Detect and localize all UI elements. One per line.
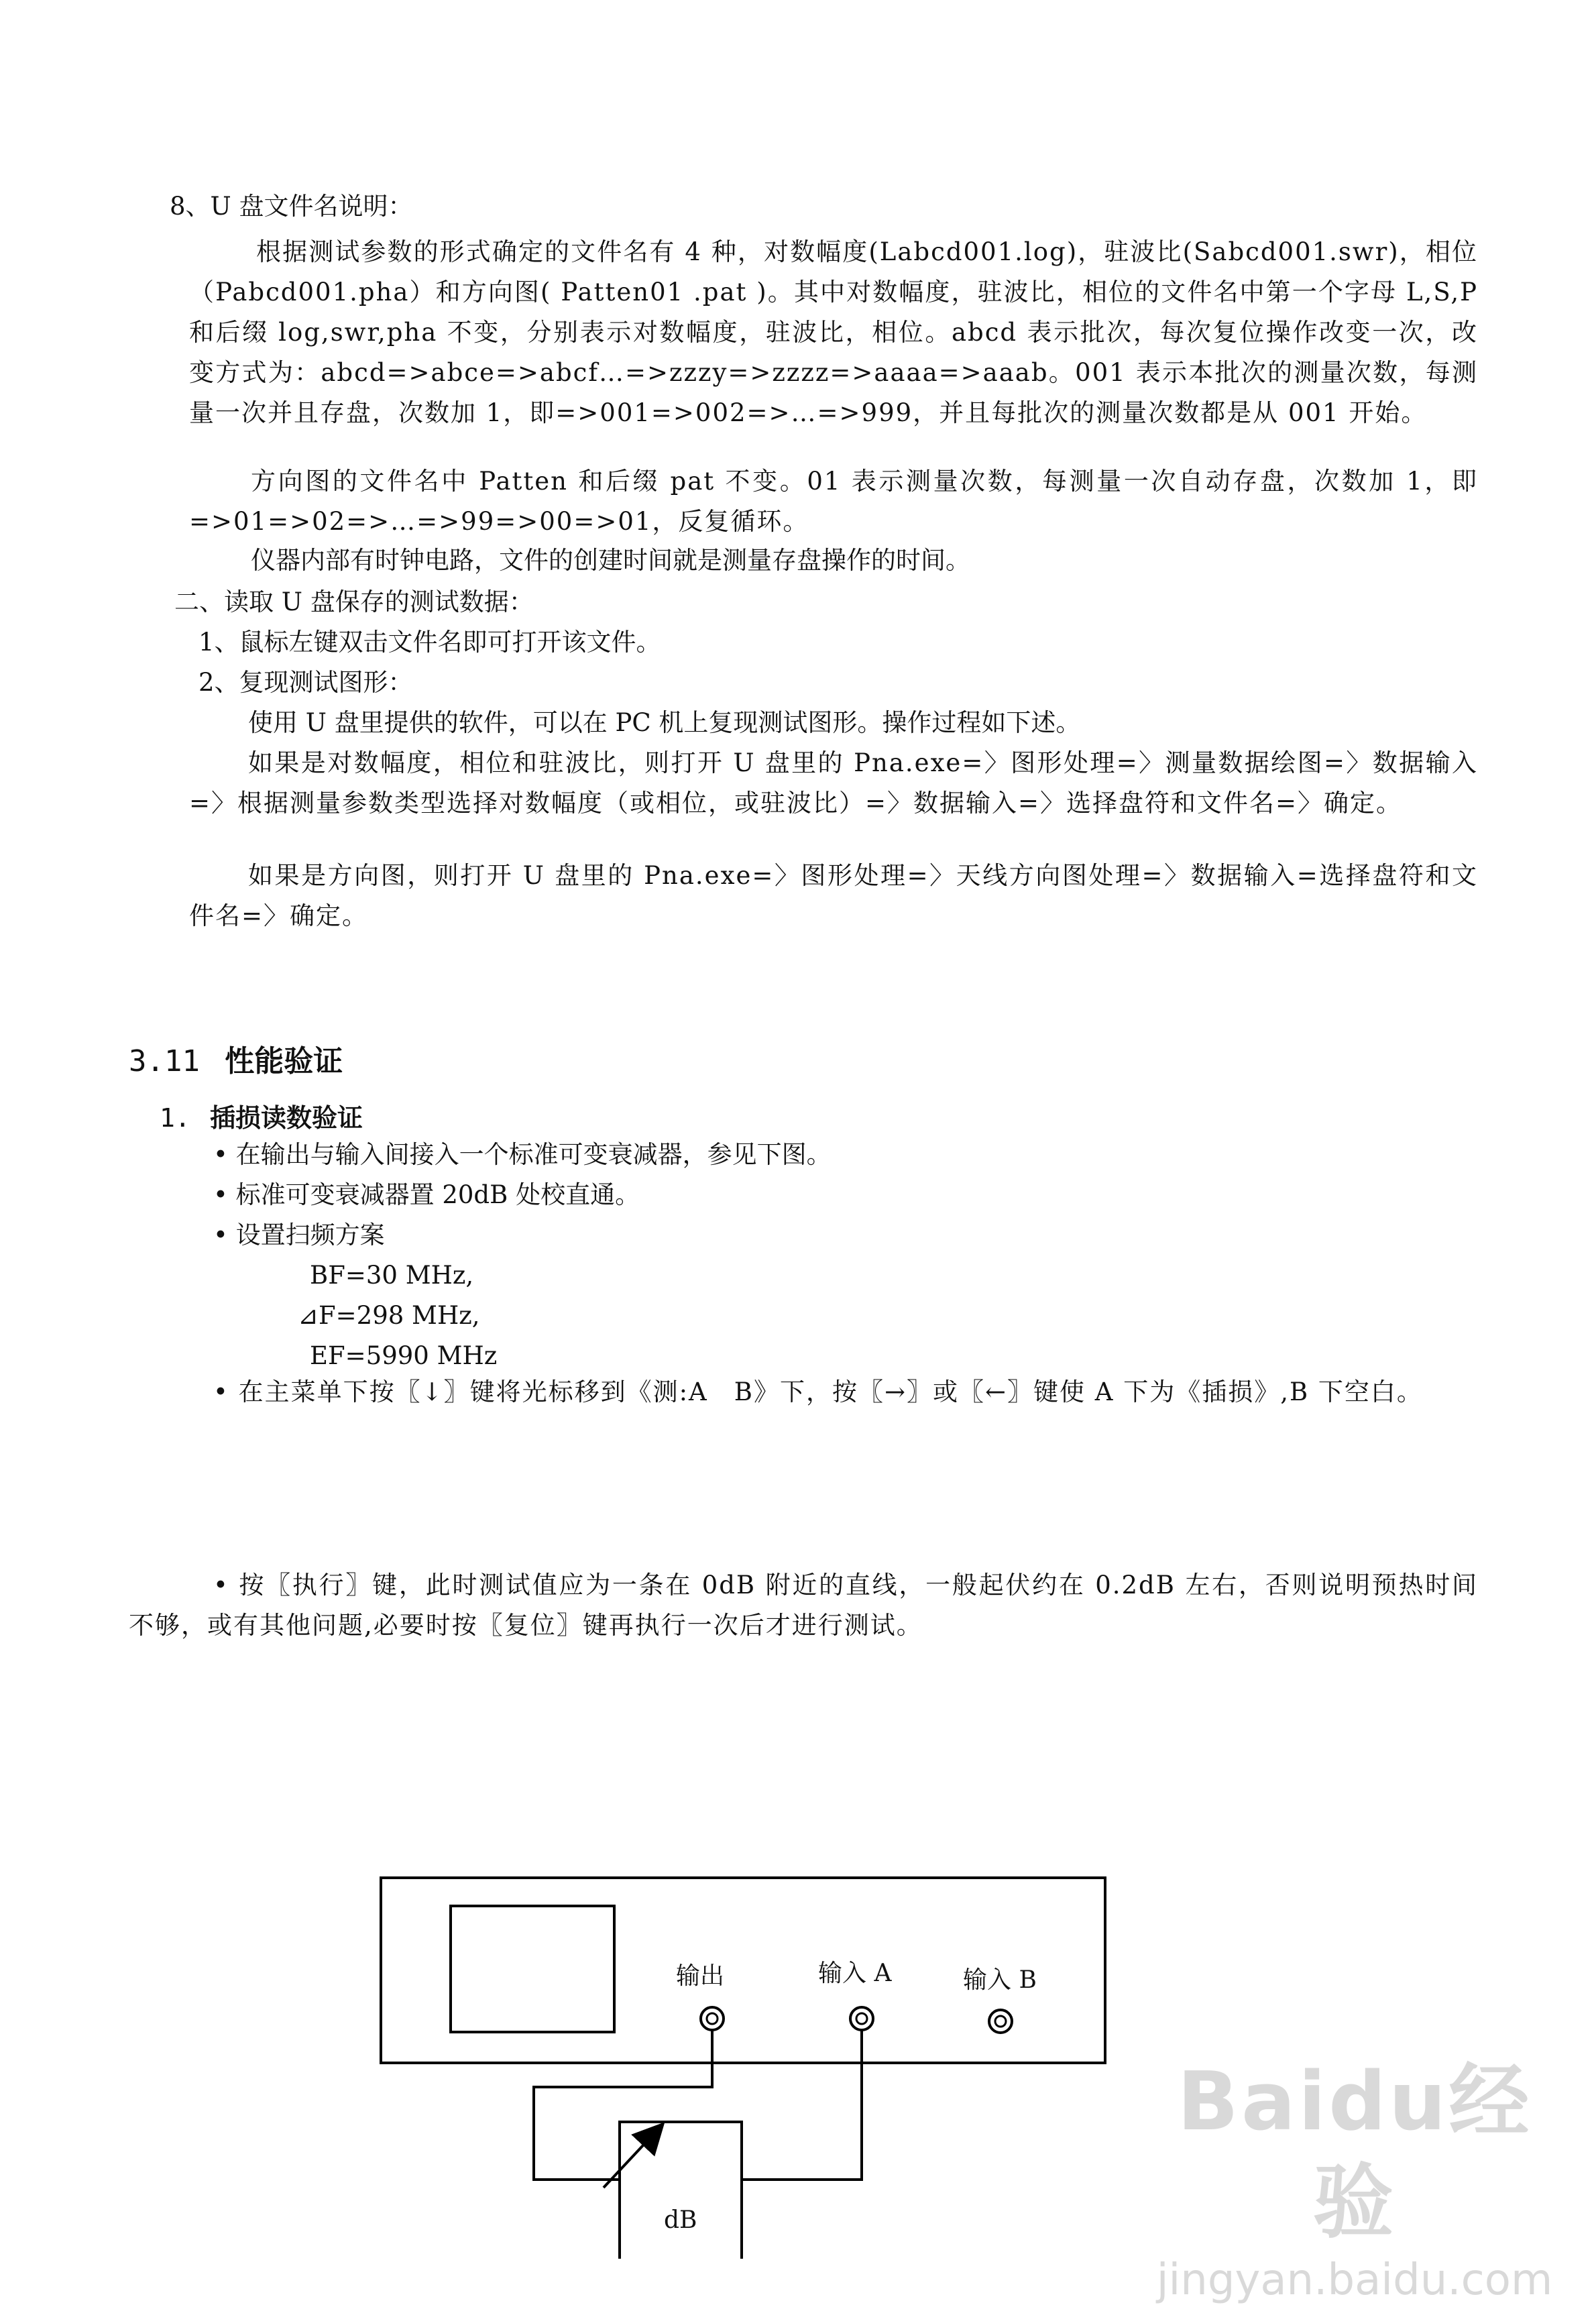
bullet-menu-operation: • 在主菜单下按〖↓〗键将光标移到《测:A B》下，按〖→〗或〖←〗键使 A 下为《插损》,B 下空白。 bbox=[213, 1377, 1423, 1406]
sweep-ef-value: EF=5990 MHz bbox=[310, 1341, 498, 1370]
watermark-url: jingyan.baidu.com bbox=[1156, 2255, 1553, 2305]
read-data-paragraph-3: 如果是方向图，则打开 U 盘里的 Pna.exe=〉图形处理=〉天线方向图处理=〉数据输入=选择盘符和文件名=〉确定。 bbox=[189, 861, 1478, 930]
section-8-paragraph-2: 方向图的文件名中 Patten 和后缀 pat 不变。01 表示测量次数，每测量一次自动存盘，次数加 1，即=>01=>02=>…=>99=>00=>01，反复循环。 bbox=[189, 467, 1478, 536]
read-data-item-1: 1、鼠标左键双击文件名即可打开该文件。 bbox=[198, 628, 661, 657]
section-number: 3.11 bbox=[129, 1044, 200, 1078]
sweep-df-value: ⊿F=298 MHz, bbox=[298, 1301, 480, 1330]
output-cable bbox=[534, 2029, 712, 2180]
bullet-execute-test: • 按〖执行〗键，此时测试值应为一条在 0dB 附近的直线，一般起伏约在 0.2dB 左右，否则说明预热时间不够，或有其他问题,必要时按〖复位〗键再执行一次后才进行测试。 bbox=[129, 1571, 1478, 1640]
read-data-title: 二、读取 U 盘保存的测试数据： bbox=[174, 587, 534, 616]
instrument-body bbox=[381, 1878, 1105, 2063]
read-data-paragraph-2: 如果是对数幅度，相位和驻波比，则打开 U 盘里的 Pna.exe=〉图形处理=〉测量数据绘图=〉数据输入=〉根据测量参数类型选择对数幅度（或相位，或驻波比）=〉数据输入=〉选择盘符和文件名=〉确定。 bbox=[189, 748, 1478, 818]
sweep-bf-value: BF=30 MHz, bbox=[310, 1261, 474, 1290]
variable-arrow-icon bbox=[604, 2126, 661, 2188]
bullet-connect-attenuator: • 在输出与输入间接入一个标准可变衰减器，参见下图。 bbox=[213, 1140, 832, 1169]
bullet-sweep-plan: • 设置扫频方案 bbox=[213, 1221, 385, 1249]
output-connector-icon bbox=[701, 2007, 724, 2030]
section-title: 性能验证 bbox=[225, 1044, 343, 1078]
input-b-connector-icon bbox=[989, 2010, 1012, 2033]
watermark-brand: Baidu经验 bbox=[1177, 2056, 1532, 2249]
section-8-paragraph-3: 仪器内部有时钟电路，文件的创建时间就是测量存盘操作的时间。 bbox=[251, 546, 970, 575]
instrument-screen bbox=[451, 1906, 614, 2032]
attenuator-box bbox=[620, 2122, 742, 2259]
output-label: 输出 bbox=[676, 1962, 725, 1990]
bullet-attenuator-setting: • 标准可变衰减器置 20dB 处校直通。 bbox=[213, 1180, 640, 1209]
input-a-cable bbox=[742, 2029, 862, 2180]
section-heading bbox=[129, 1037, 343, 1080]
section-8-paragraph-1: 根据测试参数的形式确定的文件名有 4 种，对数幅度(Labcd001.log)，驻波比(Sabcd001.swr)，相位（Pabcd001.pha）和方向图( Patten01 .pat )。其中对数幅度，驻波比，相位的文件名中第一个字母 L,S,P 和后缀 log,swr,pha 不变，分别表示对数幅度，驻波比，相位。abcd 表示批次，每次复位操作改变一次，改变方式为：abcd=>abce=>abcf…=>zzzy=>zzzz=>aaaa=>aaab。001 表示本批次的测量次数，每测量一次并且存盘，次数加 1，即=>001=>002=>…=>999，并且每批次的测量次数都是从 001 开始。 bbox=[189, 237, 1478, 427]
input-a-connector-icon bbox=[850, 2007, 873, 2030]
subsection-heading bbox=[160, 1097, 363, 1134]
read-data-paragraph-1: 使用 U 盘里提供的软件，可以在 PC 机上复现测试图形。操作过程如下述。 bbox=[248, 708, 1081, 737]
input-a-label: 输入 A bbox=[818, 1960, 892, 1987]
subsection-title: 插损读数验证 bbox=[210, 1103, 363, 1133]
baidu-watermark bbox=[1140, 2052, 1569, 2305]
section-8-title: 8、U 盘文件名说明： bbox=[170, 192, 413, 221]
read-data-item-2: 2、复现测试图形： bbox=[198, 668, 413, 697]
attenuator-label: dB bbox=[664, 2206, 697, 2234]
input-b-label: 输入 B bbox=[963, 1966, 1037, 1994]
subsection-number: 1. bbox=[160, 1103, 190, 1133]
